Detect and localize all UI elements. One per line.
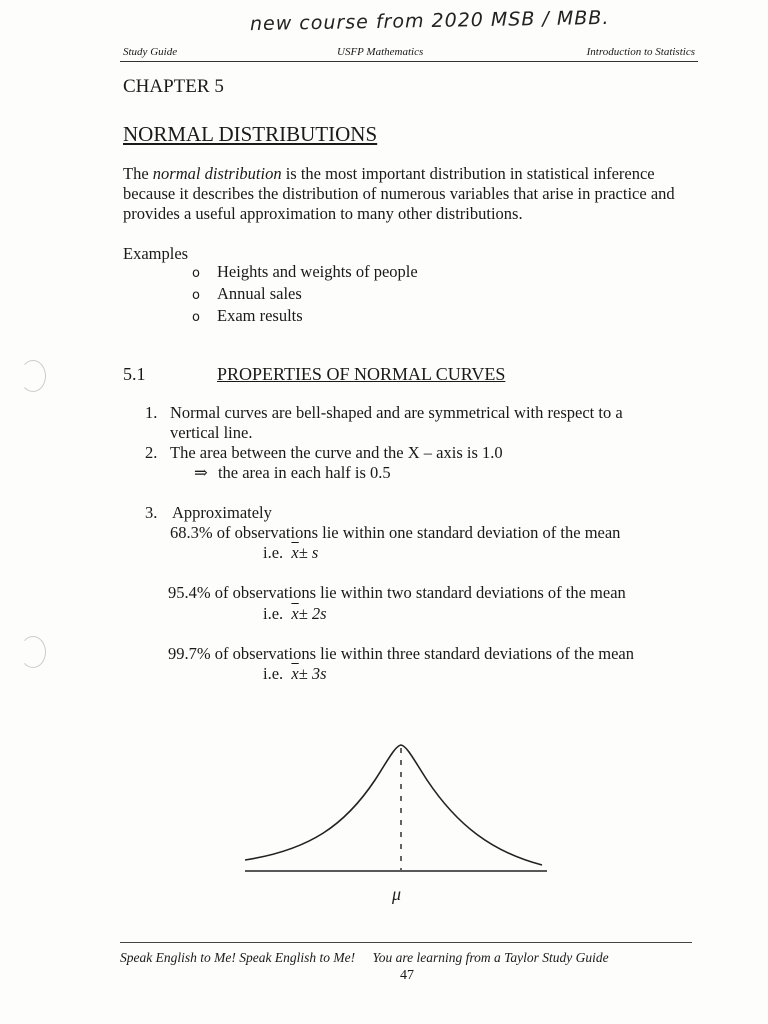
chapter-label: CHAPTER 5: [123, 76, 224, 97]
footer-right: You are learning from a Taylor Study Guide: [372, 950, 609, 965]
intro-emphasis: normal distribution: [152, 164, 282, 183]
list-item: o Exam results: [192, 306, 418, 328]
rule-one-sd: 68.3% of observations lie within one standard deviation of the mean: [170, 523, 621, 542]
rule-two-sd: 95.4% of observations lie within two standard deviations of the mean: [168, 583, 626, 602]
section-title: PROPERTIES OF NORMAL CURVES: [217, 364, 506, 384]
mean-label: μ: [392, 884, 402, 904]
examples-label: Examples: [123, 244, 189, 263]
section-number: 5.1: [123, 364, 146, 384]
bell-curve: [245, 745, 542, 865]
header-left: Study Guide: [123, 46, 178, 58]
chapter-title: NORMAL DISTRIBUTIONS: [123, 122, 378, 146]
header-rule: [120, 61, 698, 62]
list-item: o Heights and weights of people: [192, 262, 418, 284]
footer-left: Speak English to Me! Speak English to Me!: [120, 950, 356, 965]
bullet-circle-icon: o: [192, 310, 200, 325]
list-item: o Annual sales: [192, 284, 418, 306]
formula-one-sd: i.e. $\overline{x}\pm s$: [263, 543, 319, 562]
header-center: USFP Mathematics: [337, 46, 424, 58]
running-header: [120, 46, 698, 62]
formula-three-sd: i.e. $\overline{x}\pm 3s$: [263, 664, 327, 683]
binder-hole: [20, 360, 46, 392]
normal-curve-diagram: [240, 740, 560, 905]
examples-list: [192, 262, 418, 328]
property-1: 1. Normal curves are bell-shaped and are symmetrical with respect to a: [145, 403, 623, 422]
property-2-implies: ⇒ the area in each half is 0.5: [194, 463, 391, 482]
intro-pre: The: [123, 164, 153, 183]
binder-hole: [20, 636, 46, 668]
rule-three-sd: 99.7% of observations lie within three standard deviations of the mean: [168, 644, 635, 663]
bullet-circle-icon: o: [192, 288, 200, 303]
header-right: Introduction to Statistics: [586, 46, 695, 58]
property-1-cont: vertical line.: [170, 423, 253, 442]
page-number: 47: [400, 968, 414, 983]
intro-post: is the most important distribution in statistical inference because it describes the distribution of numerous variables that arise in practice and provides a useful approximation to many other distributions.: [123, 164, 675, 223]
intro-paragraph: [123, 164, 703, 224]
handwritten-note: new course from 2020 MSB / MBB.: [249, 6, 610, 36]
formula-two-sd: i.e. $\overline{x}\pm 2s$: [263, 604, 327, 623]
property-3: 3. Approximately: [145, 503, 272, 522]
footer-rule: [120, 942, 692, 943]
property-2: 2. The area between the curve and the X – axis is 1.0: [145, 443, 503, 462]
bullet-circle-icon: o: [192, 266, 200, 281]
footer: [120, 950, 692, 966]
implies-arrow-icon: ⇒: [194, 463, 208, 482]
